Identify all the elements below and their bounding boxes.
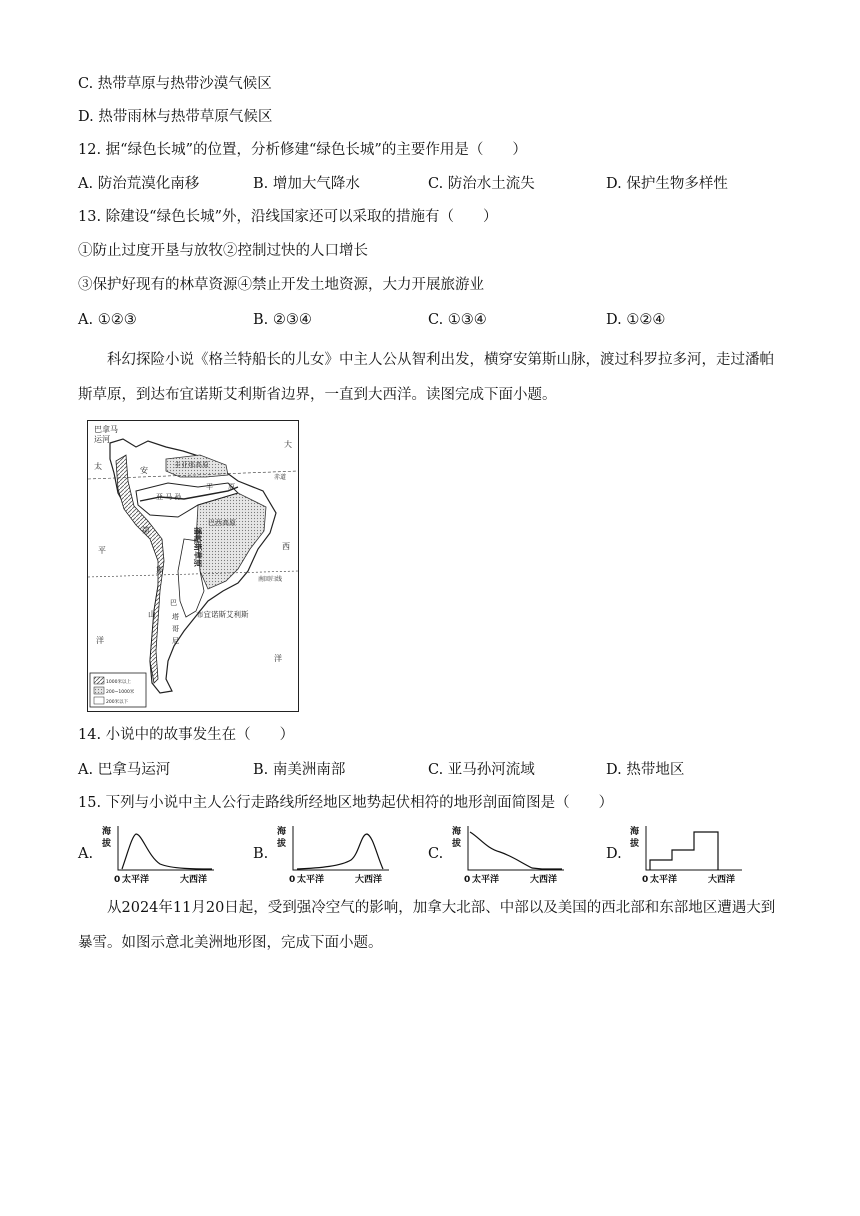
q12-option-a: A. 防治荒漠化南移 bbox=[78, 176, 200, 192]
q13-option-c: C. ①③④ bbox=[428, 312, 487, 328]
profile-c-ylabel2: 拔 bbox=[452, 839, 462, 849]
label-equator: 赤道 bbox=[274, 474, 287, 481]
q13-items-line2: ③保护好现有的林草资源④禁止开发土地资源，大力开展旅游业 bbox=[78, 277, 484, 293]
label-yuan: 原 bbox=[228, 483, 235, 491]
label-shan: 山 bbox=[148, 610, 156, 619]
label-panama: 巴拿马 bbox=[94, 425, 118, 434]
profile-a-left: 太平洋 bbox=[122, 875, 150, 885]
q12-stem: 12. 据“绿色长城”的位置，分析修建“绿色长城”的主要作用是（ ） bbox=[78, 142, 527, 158]
profile-a-letter: A. bbox=[78, 846, 94, 862]
label-si: 斯 bbox=[156, 566, 164, 575]
label-ba: 巴 bbox=[170, 599, 177, 607]
q13-option-b: B. ②③④ bbox=[253, 312, 312, 328]
label-ta: 塔 bbox=[172, 613, 179, 621]
label-di: 第 bbox=[142, 526, 150, 535]
profile-a-axes bbox=[118, 826, 214, 870]
q13-stem: 13. 除建设“绿色长城”外，沿线国家还可以采取的措施有（ ） bbox=[78, 209, 498, 225]
q15-stem: 15. 下列与小说中主人公行走路线所经地区地势起伏相符的地形剖面简图是（ ） bbox=[78, 795, 614, 811]
label-an: 安 bbox=[140, 466, 148, 475]
label-ping: 平 bbox=[206, 483, 213, 491]
profile-a-ylabel1: 海 bbox=[102, 827, 112, 837]
profile-d-zero: 0 bbox=[642, 875, 649, 885]
q14-stem: 14. 小说中的故事发生在（ ） bbox=[78, 727, 295, 743]
passage-south-america: 科幻探险小说《格兰特船长的儿女》中主人公从智利出发，横穿安第斯山脉，渡过科罗拉多河，走过潘帕斯草原，到达布宜诺斯艾利斯省边界，一直到大西洋。读图完成下面小题。 bbox=[78, 352, 774, 403]
q12-option-c: C. 防治水土流失 bbox=[428, 176, 535, 192]
profile-b-right: 大西洋 bbox=[355, 875, 383, 885]
label-tropic: 南回归线 bbox=[258, 576, 283, 583]
q14-option-a: A. 巴拿马运河 bbox=[78, 762, 171, 778]
label-pacific-3: 洋 bbox=[96, 636, 104, 645]
profile-d-right: 大西洋 bbox=[708, 875, 736, 885]
profile-c-letter: C. bbox=[428, 846, 444, 862]
label-atlantic-3: 洋 bbox=[274, 654, 282, 663]
q14-option-b: B. 南美洲南部 bbox=[253, 762, 346, 778]
q11-option-d: D. 热带雨林与热带草原气候区 bbox=[78, 109, 273, 125]
label-atlantic-2: 西 bbox=[282, 542, 290, 551]
profile-b-ylabel2: 拔 bbox=[277, 839, 287, 849]
profile-option-b bbox=[253, 822, 403, 888]
profile-b-zero: 0 bbox=[289, 875, 296, 885]
profile-option-a bbox=[78, 822, 228, 888]
q13-option-d: D. ①②④ bbox=[606, 312, 666, 328]
legend-label-3: 200米以下 bbox=[106, 700, 129, 705]
q12-option-d: D. 保护生物多样性 bbox=[606, 176, 728, 192]
label-ge: 哥 bbox=[172, 625, 179, 633]
q11-option-c: C. 热带草原与热带沙漠气候区 bbox=[78, 76, 272, 92]
q13-option-a: A. ①②③ bbox=[78, 312, 137, 328]
profile-a-right: 大西洋 bbox=[180, 875, 208, 885]
profile-c-curve bbox=[470, 832, 562, 869]
label-pacific-2: 平 bbox=[98, 546, 106, 555]
profile-a-ylabel2: 拔 bbox=[102, 839, 112, 849]
profile-a-zero: 0 bbox=[114, 875, 121, 885]
label-ni: 尼 bbox=[172, 637, 179, 645]
profile-a-curve bbox=[122, 834, 212, 869]
legend-label-1: 1000米以上 bbox=[106, 680, 131, 685]
profile-c-zero: 0 bbox=[464, 875, 471, 885]
profile-c-axes bbox=[468, 826, 564, 870]
brazil-highland bbox=[196, 493, 266, 589]
profile-d-steps bbox=[650, 832, 718, 870]
profile-d-ylabel2: 拔 bbox=[630, 839, 640, 849]
profile-c-right: 大西洋 bbox=[530, 875, 558, 885]
label-amazon: 亚 马 孙 bbox=[156, 493, 182, 501]
profile-d-left: 太平洋 bbox=[650, 875, 678, 885]
q14-option-d: D. 热带地区 bbox=[606, 762, 685, 778]
profile-d-ylabel1: 海 bbox=[630, 827, 640, 837]
profile-c-left: 太平洋 bbox=[472, 875, 500, 885]
label-canal: 运河 bbox=[94, 435, 110, 444]
label-pacific-1: 太 bbox=[94, 462, 102, 471]
label-pampas: 潘帕斯草原 bbox=[193, 527, 202, 567]
label-brazil: 巴西高原 bbox=[208, 519, 236, 527]
profile-d-letter: D. bbox=[606, 846, 622, 862]
profile-option-c bbox=[428, 822, 578, 888]
profile-c-ylabel1: 海 bbox=[452, 827, 462, 837]
profile-option-d bbox=[606, 822, 756, 888]
label-atlantic-1: 大 bbox=[284, 440, 292, 449]
profile-b-left: 太平洋 bbox=[297, 875, 325, 885]
profile-b-letter: B. bbox=[253, 846, 269, 862]
south-america-map bbox=[87, 420, 299, 712]
q14-option-c: C. 亚马孙河流域 bbox=[428, 762, 535, 778]
label-guiana: 圭亚那高原 bbox=[174, 461, 209, 469]
q13-items-line1: ①防止过度开垦与放牧②控制过快的人口增长 bbox=[78, 243, 368, 259]
q12-option-b: B. 增加大气降水 bbox=[253, 176, 360, 192]
passage-north-america: 从2024年11月20日起，受到强冷空气的影响，加拿大北部、中部以及美国的西北部和东部地区遭遇大到暴雪。如图示意北美洲地形图，完成下面小题。 bbox=[78, 900, 776, 951]
label-buenos-aires: 布宜诺斯艾利斯 bbox=[196, 610, 249, 619]
legend-label-2: 200~1000米 bbox=[106, 690, 135, 695]
profile-b-ylabel1: 海 bbox=[277, 827, 287, 837]
profile-b-curve bbox=[297, 834, 383, 869]
